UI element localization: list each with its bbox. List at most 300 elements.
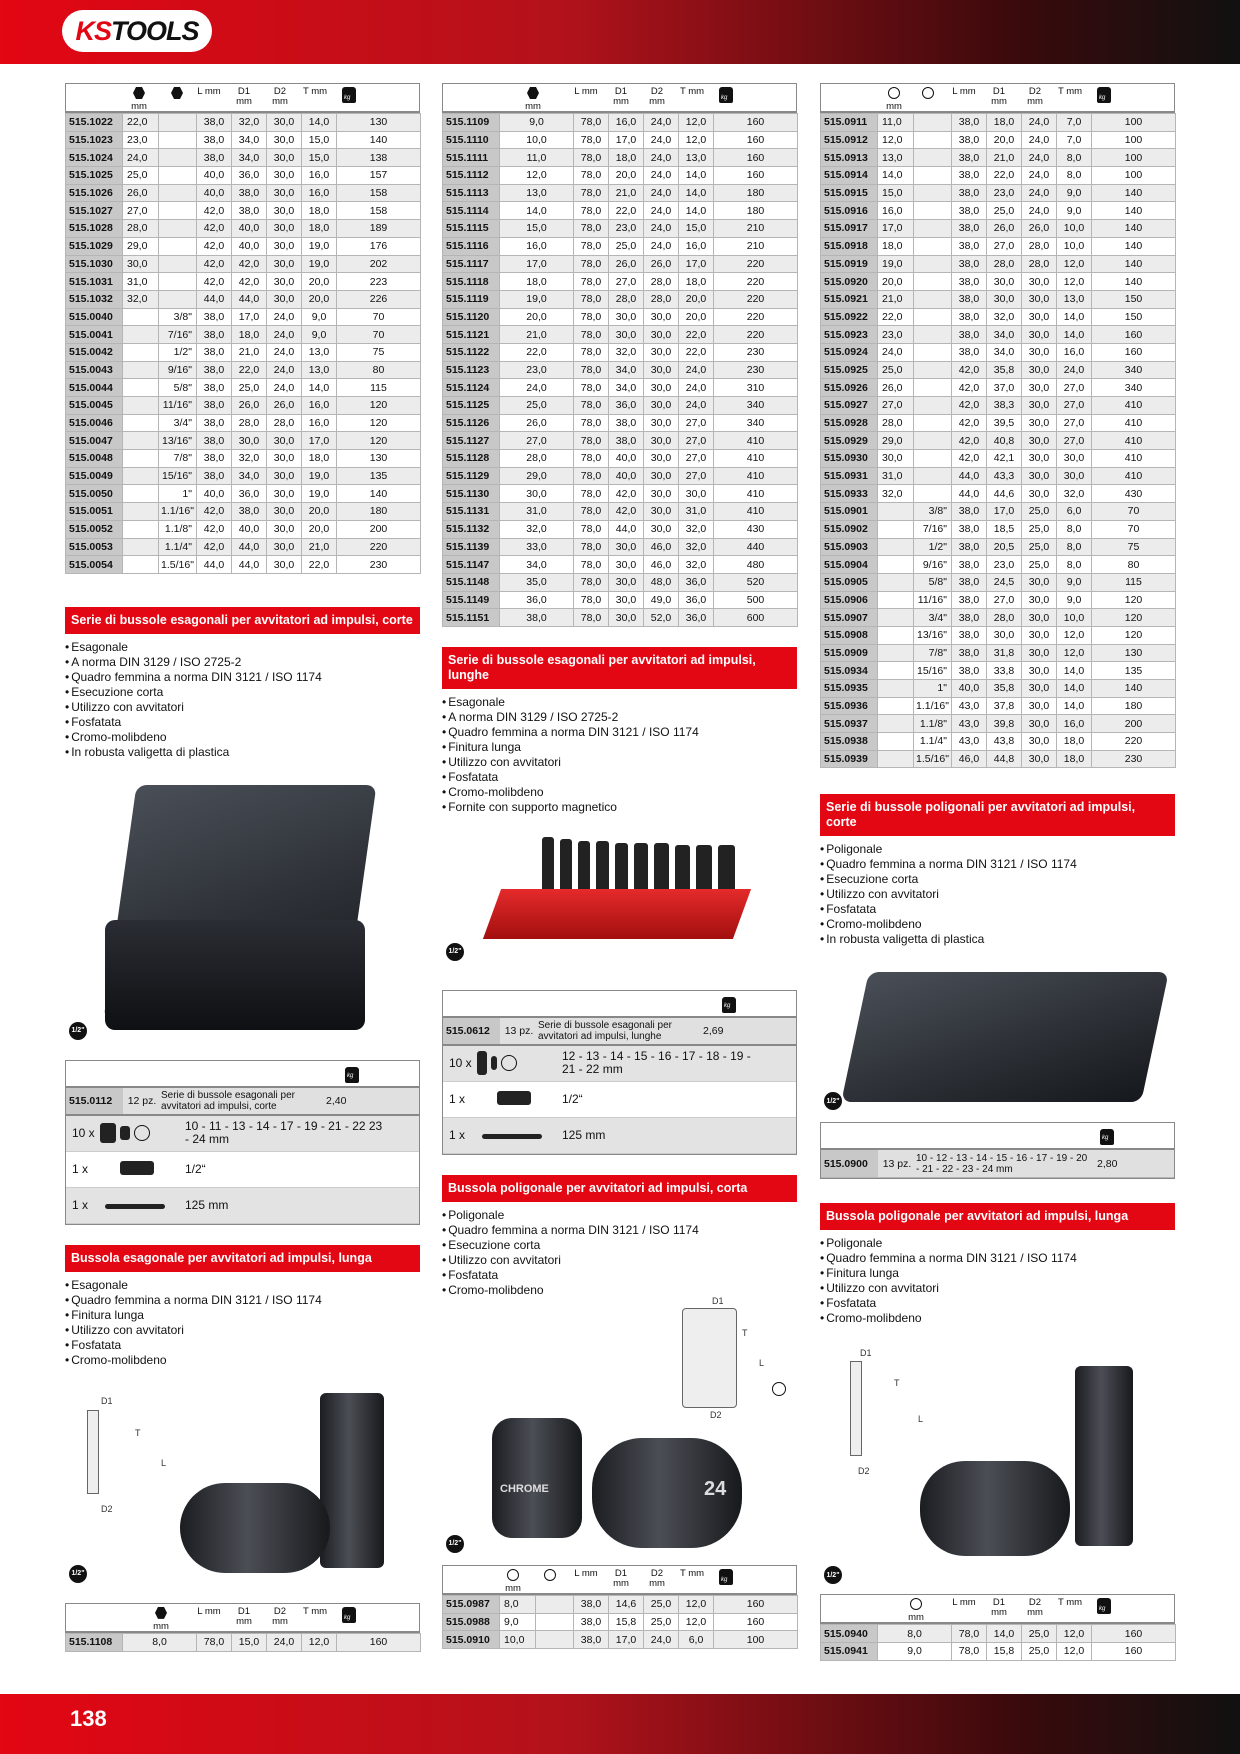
table-row — [821, 520, 1176, 538]
table-cell: 43,0 — [952, 697, 987, 715]
table-cell: 14,0 — [1057, 680, 1092, 698]
table-cell: 3/8" — [914, 503, 952, 521]
table-row — [443, 290, 798, 308]
article-code: 515.0044 — [66, 379, 123, 397]
table-cell: 14,6 — [609, 1595, 644, 1613]
table-cell — [914, 343, 952, 361]
table-cell: 80 — [337, 361, 421, 379]
table-cell: 24,0 — [1057, 361, 1092, 379]
table-cell: 23,0 — [987, 556, 1022, 574]
table-cell — [914, 397, 952, 415]
table-row — [821, 1625, 1176, 1643]
table-cell: 130 — [1092, 644, 1176, 662]
table-cell: 12,0 — [1057, 644, 1092, 662]
product-table — [442, 1595, 798, 1649]
table-cell: 38,0 — [952, 255, 987, 273]
table-row — [443, 167, 798, 185]
table-cell: 17,0 — [609, 131, 644, 149]
table-cell: 430 — [714, 520, 798, 538]
table-cell: 38,0 — [952, 184, 987, 202]
table-cell — [878, 644, 914, 662]
table-cell: 28,0 — [609, 290, 644, 308]
table-cell: 24,5 — [987, 573, 1022, 591]
table-cell: 38,0 — [952, 167, 987, 185]
table-cell: 40,0 — [197, 167, 232, 185]
table-row — [66, 167, 421, 185]
product-table — [820, 1624, 1176, 1660]
table-cell: 26,0 — [500, 414, 574, 432]
table-cell: 340 — [714, 414, 798, 432]
table-cell: 24,0 — [644, 149, 679, 167]
table-cell: 27,0 — [679, 450, 714, 468]
table-cell: 32,0 — [679, 538, 714, 556]
table-cell — [914, 432, 952, 450]
table-cell: 1.1/8" — [914, 715, 952, 733]
table-cell: 16,0 — [302, 184, 337, 202]
ring-icon — [772, 1382, 786, 1396]
table-cell: 22,0 — [232, 361, 267, 379]
table-cell: 16,0 — [302, 414, 337, 432]
table-cell: 75 — [1092, 538, 1176, 556]
table-cell: 20,5 — [987, 538, 1022, 556]
table-row — [66, 202, 421, 220]
table-cell: 22,0 — [500, 343, 574, 361]
table-cell: 44,8 — [987, 750, 1022, 768]
table-cell: 20,0 — [679, 308, 714, 326]
table-cell — [123, 503, 159, 521]
article-code: 515.0052 — [66, 520, 123, 538]
table-cell: 15,0 — [500, 220, 574, 238]
table-cell: 160 — [1092, 1625, 1176, 1643]
table-cell: 42,0 — [197, 503, 232, 521]
table-row — [821, 131, 1176, 149]
table-cell: 7/8" — [159, 450, 197, 468]
table-cell: 140 — [337, 131, 421, 149]
table-cell: 27,0 — [679, 414, 714, 432]
table-cell: 17,0 — [987, 503, 1022, 521]
hex-socket-icon — [527, 87, 539, 99]
table-cell: 8,0 — [123, 1633, 197, 1651]
article-code: 515.0924 — [821, 343, 878, 361]
feature-item: • Fosfatata — [442, 770, 798, 785]
table-cell: 22,0 — [123, 114, 159, 132]
article-code: 515.1022 — [66, 114, 123, 132]
table-cell: 21,0 — [878, 290, 914, 308]
table-cell: 38,0 — [952, 503, 987, 521]
table-header: mm L mm D1 mm D2 mm T mm kg — [65, 1603, 420, 1633]
feature-item: • Utilizzo con avvitatori — [442, 755, 798, 770]
table-cell: 30,0 — [644, 485, 679, 503]
table-cell: 32,0 — [987, 308, 1022, 326]
table-cell: 115 — [337, 379, 421, 397]
table-row — [66, 273, 421, 291]
table-cell: 40,0 — [232, 220, 267, 238]
table-cell: 17,0 — [232, 308, 267, 326]
table-cell: 43,0 — [952, 733, 987, 751]
table-cell — [123, 361, 159, 379]
table-cell: 26,0 — [987, 220, 1022, 238]
component-row: 1 x 125 mm — [66, 1188, 419, 1224]
article-code: 515.0988 — [443, 1613, 500, 1631]
table-cell: 44,0 — [232, 556, 267, 574]
table-cell — [123, 326, 159, 344]
article-code: 515.1118 — [443, 273, 500, 291]
table-cell: 42,0 — [197, 520, 232, 538]
table-cell: 22,0 — [987, 167, 1022, 185]
table-cell: 78,0 — [574, 397, 609, 415]
table-cell: 30,0 — [1022, 379, 1057, 397]
table-row — [821, 414, 1176, 432]
article-code: 515.1119 — [443, 290, 500, 308]
table-cell: 18,0 — [500, 273, 574, 291]
table-cell: 410 — [714, 432, 798, 450]
table-row — [821, 538, 1176, 556]
table-cell: 22,0 — [679, 343, 714, 361]
component-row: 10 x 10 - 11 - 13 - 14 - 17 - 19 - 21 - 22 23 - 24 mm — [66, 1116, 419, 1152]
table-cell: 38,0 — [952, 114, 987, 132]
table-cell: 30,0 — [987, 273, 1022, 291]
table-cell: 600 — [714, 609, 798, 627]
table-cell — [159, 167, 197, 185]
table-cell: 39,8 — [987, 715, 1022, 733]
table-cell: 27,0 — [987, 591, 1022, 609]
section-title: Bussola poligonale per avvitatori ad impulsi, corta — [442, 1175, 797, 1202]
table-cell: 32,0 — [232, 114, 267, 132]
table-cell: 24,0 — [644, 167, 679, 185]
table-cell: 42,0 — [197, 220, 232, 238]
table-cell: 30,0 — [267, 167, 302, 185]
table-cell: 24,0 — [679, 397, 714, 415]
table-cell: 26,0 — [232, 397, 267, 415]
table-cell: 78,0 — [197, 1633, 232, 1651]
table-cell: 78,0 — [574, 290, 609, 308]
table-cell: 12,0 — [1057, 255, 1092, 273]
table-cell: 30,0 — [267, 538, 302, 556]
table-cell: 24,0 — [644, 131, 679, 149]
table-cell: 30,0 — [1022, 432, 1057, 450]
table-cell: 38,0 — [952, 343, 987, 361]
section-title: Bussola esagonale per avvitatori ad impulsi, lunga — [65, 1245, 420, 1272]
feature-item: • Poligonale — [820, 842, 1176, 857]
table-cell — [914, 326, 952, 344]
table-cell: 38,0 — [232, 503, 267, 521]
feature-item: • Cromo-molibdeno — [820, 1311, 1176, 1326]
table-cell: 180 — [714, 202, 798, 220]
table-cell: 230 — [1092, 750, 1176, 768]
table-cell: 410 — [1092, 414, 1176, 432]
table-cell: 32,0 — [123, 290, 159, 308]
table-cell: 30,0 — [267, 290, 302, 308]
table-cell: 7,0 — [1057, 131, 1092, 149]
table-cell: 30,0 — [1022, 680, 1057, 698]
table-cell: 25,0 — [644, 1613, 679, 1631]
table-row — [821, 556, 1176, 574]
table-cell: 38,0 — [609, 414, 644, 432]
feature-item: • Esecuzione corta — [820, 872, 1176, 887]
feature-item: • Esecuzione corta — [442, 1238, 798, 1253]
table-cell: 36,0 — [609, 397, 644, 415]
feature-item: • In robusta valigetta di plastica — [820, 932, 1176, 947]
table-cell — [159, 237, 197, 255]
table-cell: 28,0 — [1022, 255, 1057, 273]
feature-item: • Finitura lunga — [65, 1308, 421, 1323]
feature-item: • A norma DIN 3129 / ISO 2725-2 — [65, 655, 421, 670]
table-cell: 80 — [1092, 556, 1176, 574]
table-cell: 32,0 — [232, 450, 267, 468]
table-cell: 25,0 — [609, 237, 644, 255]
table-cell: 18,0 — [878, 237, 914, 255]
table-cell: 25,0 — [1022, 503, 1057, 521]
weight-icon — [719, 87, 733, 103]
table-cell: 8,0 — [1057, 520, 1092, 538]
table-cell: 38,0 — [952, 202, 987, 220]
table-cell: 12,0 — [679, 131, 714, 149]
table-cell: 33,8 — [987, 662, 1022, 680]
table-cell — [878, 503, 914, 521]
table-row — [821, 308, 1176, 326]
set-code: 515.0900 — [821, 1150, 878, 1177]
table-cell: 30,0 — [644, 414, 679, 432]
table-cell: 26,0 — [1022, 220, 1057, 238]
table-row — [821, 485, 1176, 503]
table-cell: 9,0 — [500, 1613, 536, 1631]
table-cell: 23,0 — [878, 326, 914, 344]
article-code: 515.0939 — [821, 750, 878, 768]
table-row — [443, 326, 798, 344]
table-cell: 13/16" — [914, 626, 952, 644]
table-cell — [123, 414, 159, 432]
brand-logo[interactable]: KS TOOLS — [62, 10, 212, 52]
table-cell: 30,0 — [644, 432, 679, 450]
table-cell: 130 — [337, 450, 421, 468]
table-cell: 32,0 — [500, 520, 574, 538]
weight-icon — [345, 1067, 359, 1083]
table-cell: 160 — [714, 149, 798, 167]
table-cell: 43,0 — [952, 715, 987, 733]
set-table: kg 515.0900 13 pz. 10 - 12 - 13 - 14 - 15 - 16 - 17 - 19 - 20 - 21 - 22 - 23 - 24 mm 2,80 — [820, 1122, 1175, 1179]
table-cell: 28,0 — [644, 273, 679, 291]
table-cell: 14,0 — [302, 114, 337, 132]
article-code: 515.0922 — [821, 308, 878, 326]
table-cell — [878, 609, 914, 627]
table-cell: 38,0 — [952, 556, 987, 574]
table-cell: 28,0 — [500, 450, 574, 468]
table-row — [821, 114, 1176, 132]
table-row — [821, 379, 1176, 397]
table-cell — [878, 520, 914, 538]
table-cell: 17,0 — [878, 220, 914, 238]
feature-item: • Utilizzo con avvitatori — [820, 887, 1176, 902]
table-cell: 38,0 — [197, 326, 232, 344]
table-cell: 43,8 — [987, 733, 1022, 751]
table-cell — [914, 149, 952, 167]
hex-socket-icon — [155, 1607, 167, 1619]
table-cell: 9/16" — [914, 556, 952, 574]
table-cell: 30,0 — [1022, 273, 1057, 291]
article-code: 515.0909 — [821, 644, 878, 662]
table-cell — [878, 556, 914, 574]
table-cell: 46,0 — [644, 538, 679, 556]
table-cell: 30,0 — [267, 485, 302, 503]
table-cell: 24,0 — [679, 379, 714, 397]
table-cell: 38,0 — [574, 1613, 609, 1631]
table-cell: 38,0 — [197, 414, 232, 432]
page-number: 138 — [70, 1706, 107, 1731]
table-cell: 38,0 — [197, 149, 232, 167]
table-cell — [123, 397, 159, 415]
article-code: 515.1113 — [443, 184, 500, 202]
table-cell: 31,0 — [878, 467, 914, 485]
table-cell: 38,0 — [500, 609, 574, 627]
table-cell: 38,0 — [197, 343, 232, 361]
table-cell: 20,0 — [609, 167, 644, 185]
table-row — [66, 467, 421, 485]
table-cell: 200 — [337, 520, 421, 538]
table-cell: 19,0 — [878, 255, 914, 273]
feature-item: • Esagonale — [65, 1278, 421, 1293]
table-cell — [878, 573, 914, 591]
table-cell: 25,0 — [1022, 538, 1057, 556]
feature-item: • Finitura lunga — [820, 1266, 1176, 1281]
weight-icon — [1100, 1129, 1114, 1145]
table-cell: 30,0 — [267, 520, 302, 538]
table-cell: 410 — [1092, 397, 1176, 415]
table-cell: 42,0 — [197, 273, 232, 291]
table-cell: 140 — [1092, 273, 1176, 291]
table-cell: 38,0 — [197, 308, 232, 326]
table-cell: 30,0 — [644, 379, 679, 397]
table-cell: 31,0 — [123, 273, 159, 291]
table-cell: 30,0 — [644, 503, 679, 521]
table-row — [443, 1595, 798, 1613]
table-row — [821, 573, 1176, 591]
table-cell: 32,0 — [878, 485, 914, 503]
table-cell: 18,0 — [232, 326, 267, 344]
table-row — [66, 255, 421, 273]
table-cell: 30,0 — [1022, 697, 1057, 715]
table-cell: 78,0 — [952, 1643, 987, 1661]
table-cell: 38,0 — [952, 131, 987, 149]
table-cell — [914, 114, 952, 132]
hex-socket-icon — [133, 87, 145, 99]
table-cell — [914, 485, 952, 503]
table-cell: 30,0 — [644, 343, 679, 361]
table-cell: 30,0 — [1022, 290, 1057, 308]
table-cell: 100 — [1092, 114, 1176, 132]
table-cell: 24,0 — [123, 149, 159, 167]
section-title: Bussola poligonale per avvitatori ad impulsi, lunga — [820, 1203, 1175, 1230]
table-cell: 220 — [714, 255, 798, 273]
table-row — [66, 485, 421, 503]
table-cell: 15,0 — [878, 184, 914, 202]
article-code: 515.0913 — [821, 149, 878, 167]
table-cell: 8,0 — [878, 1625, 952, 1643]
table-cell: 410 — [1092, 467, 1176, 485]
article-code: 515.1108 — [66, 1633, 123, 1651]
table-cell: 42,0 — [609, 503, 644, 521]
article-code: 515.0938 — [821, 733, 878, 751]
table-cell: 38,0 — [197, 432, 232, 450]
article-code: 515.1115 — [443, 220, 500, 238]
table-cell: 38,0 — [952, 626, 987, 644]
table-cell: 6,0 — [679, 1631, 714, 1649]
table-cell: 12,0 — [1057, 626, 1092, 644]
table-cell: 24,0 — [644, 202, 679, 220]
table-cell: 120 — [1092, 626, 1176, 644]
table-cell: 7/16" — [914, 520, 952, 538]
table-cell: 15,0 — [679, 220, 714, 238]
table-row — [821, 733, 1176, 751]
article-code: 515.1125 — [443, 397, 500, 415]
table-row — [443, 467, 798, 485]
article-code: 515.0906 — [821, 591, 878, 609]
table-cell: 16,0 — [302, 167, 337, 185]
table-cell: 500 — [714, 591, 798, 609]
table-cell: 28,0 — [878, 414, 914, 432]
table-row — [821, 220, 1176, 238]
table-cell: 10,0 — [1057, 220, 1092, 238]
table-cell: 42,0 — [197, 237, 232, 255]
article-code: 515.0915 — [821, 184, 878, 202]
table-cell: 42,0 — [232, 255, 267, 273]
table-cell: 20,0 — [679, 290, 714, 308]
table-cell — [123, 379, 159, 397]
table-row — [443, 237, 798, 255]
table-cell: 29,0 — [500, 467, 574, 485]
table-row — [443, 414, 798, 432]
table-cell — [914, 290, 952, 308]
table-cell: 158 — [337, 202, 421, 220]
table-cell: 52,0 — [644, 609, 679, 627]
table-cell: 28,0 — [644, 290, 679, 308]
table-cell: 230 — [714, 343, 798, 361]
table-cell: 18,0 — [1057, 733, 1092, 751]
table-cell: 46,0 — [644, 556, 679, 574]
table-cell: 18,0 — [302, 202, 337, 220]
table-cell — [123, 556, 159, 574]
article-code: 515.1128 — [443, 450, 500, 468]
table-cell: 14,0 — [1057, 308, 1092, 326]
table-cell: 40,0 — [197, 485, 232, 503]
table-cell: 24,0 — [267, 343, 302, 361]
table-cell: 38,0 — [952, 520, 987, 538]
table-cell: 120 — [337, 432, 421, 450]
table-cell: 16,0 — [609, 114, 644, 132]
table-cell: 42,0 — [952, 450, 987, 468]
table-cell: 30,0 — [232, 432, 267, 450]
table-cell: 38,0 — [952, 290, 987, 308]
article-code: 515.1112 — [443, 167, 500, 185]
weight-icon — [722, 997, 736, 1013]
table-cell: 37,0 — [987, 379, 1022, 397]
article-code: 515.0933 — [821, 485, 878, 503]
table-cell: 44,0 — [952, 485, 987, 503]
article-code: 515.0937 — [821, 715, 878, 733]
feature-item: • Fornite con supporto magnetico — [442, 800, 798, 815]
article-code: 515.0931 — [821, 467, 878, 485]
table-cell: 8,0 — [500, 1595, 536, 1613]
table-cell: 100 — [1092, 167, 1176, 185]
table-cell: 30,0 — [1022, 361, 1057, 379]
table-cell: 24,0 — [644, 114, 679, 132]
table-cell: 35,8 — [987, 361, 1022, 379]
table-cell: 410 — [714, 450, 798, 468]
table-row — [443, 1613, 798, 1631]
table-cell: 19,0 — [302, 467, 337, 485]
table-cell — [878, 591, 914, 609]
article-code: 515.0987 — [443, 1595, 500, 1613]
table-cell: 18,0 — [302, 450, 337, 468]
